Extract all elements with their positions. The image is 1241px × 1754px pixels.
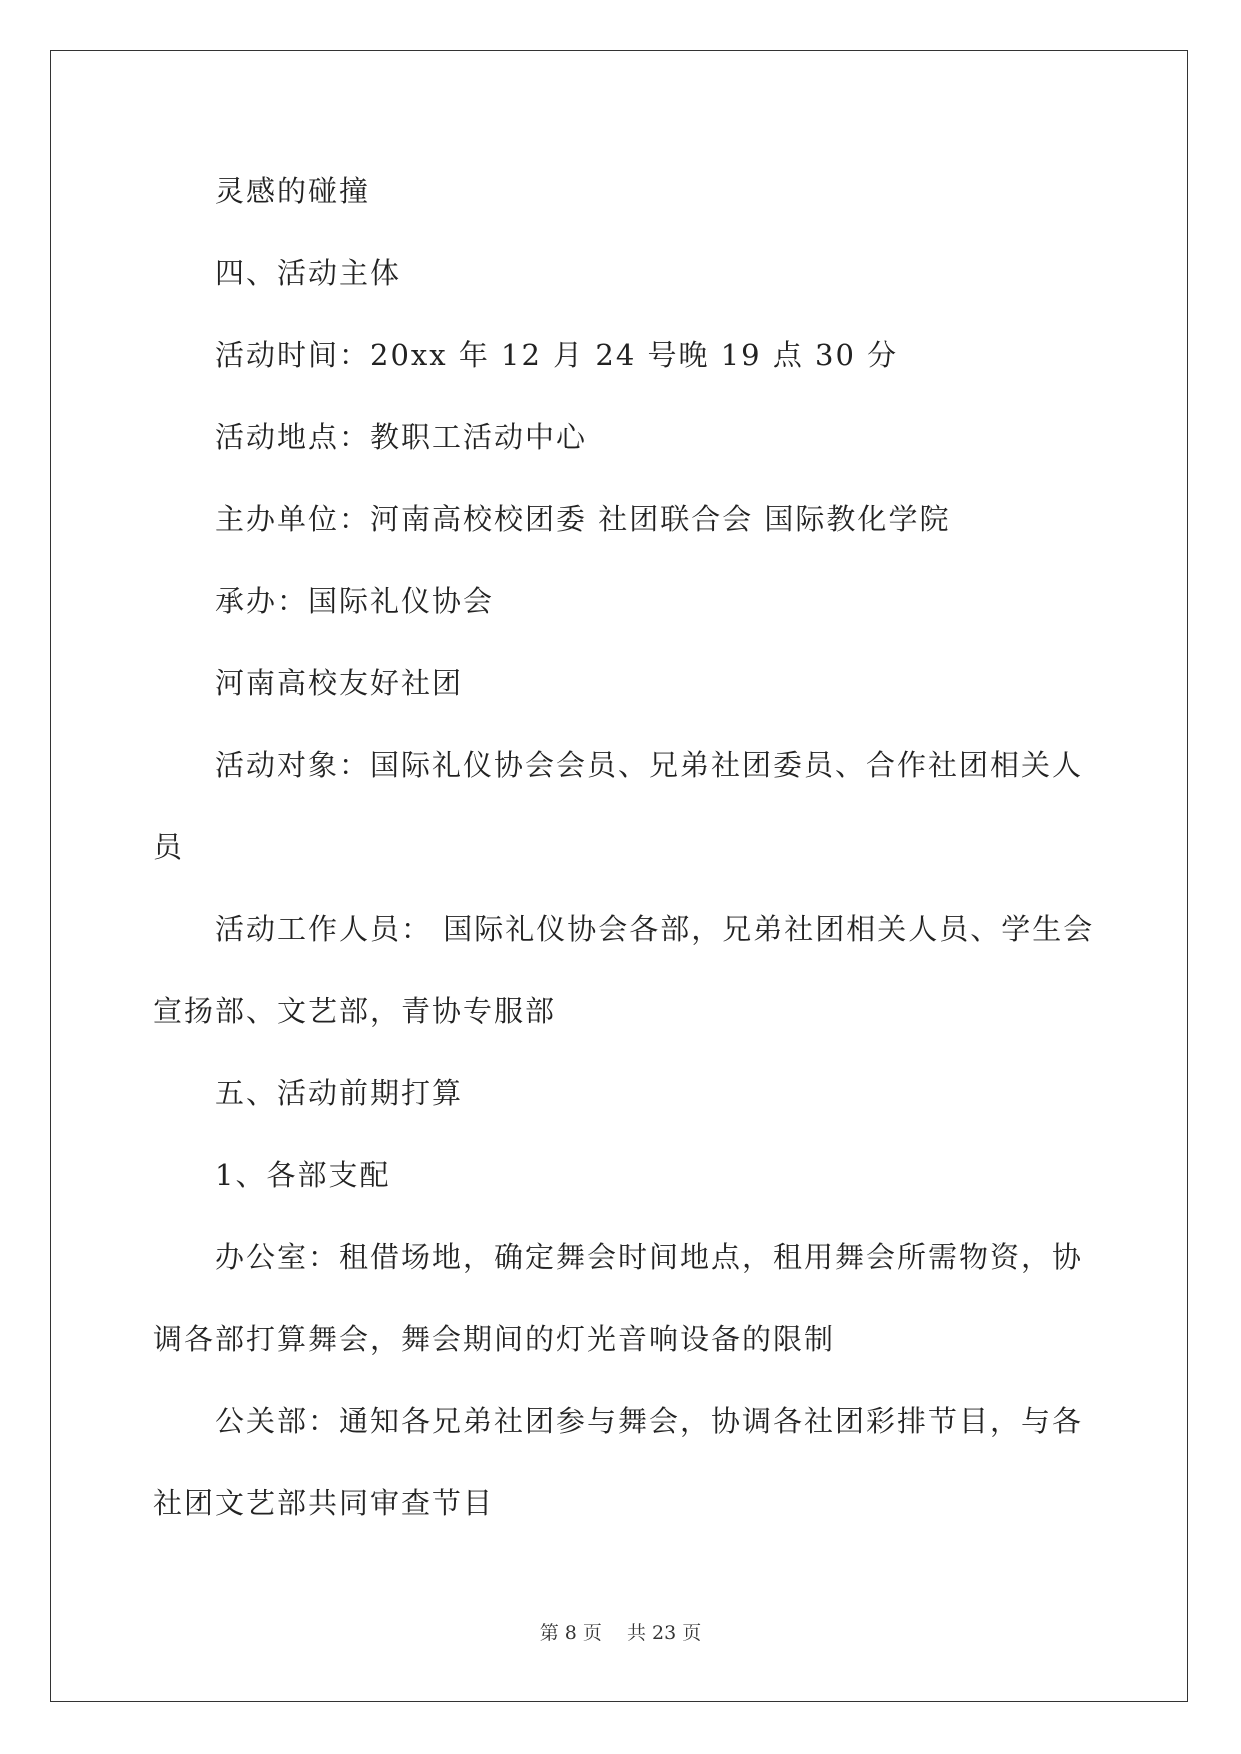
paragraph-line: 活动工作人员： 国际礼仪协会各部，兄弟社团相关人员、学生会 <box>215 912 1095 946</box>
paragraph-line: 活动对象：国际礼仪协会会员、兄弟社团委员、合作社团相关人 <box>215 748 1084 782</box>
paragraph-line: 办公室：租借场地，确定舞会时间地点，租用舞会所需物资，协 <box>215 1240 1084 1274</box>
subsection-heading: 1、各部支配 <box>215 1158 391 1192</box>
paragraph-line: 灵感的碰撞 <box>215 174 371 208</box>
paragraph-continuation: 员 <box>153 830 185 864</box>
paragraph-line: 河南高校友好社团 <box>215 666 464 700</box>
page-number-footer: 第 8 页 共 23 页 <box>539 1622 702 1644</box>
paragraph-continuation: 调各部打算舞会，舞会期间的灯光音响设备的限制 <box>153 1322 836 1356</box>
paragraph-line: 活动时间：20xx 年 12 月 24 号晚 19 点 30 分 <box>215 338 899 372</box>
paragraph-continuation: 宣扬部、文艺部，青协专服部 <box>153 994 557 1028</box>
section-heading: 四、活动主体 <box>215 256 402 290</box>
paragraph-line: 主办单位：河南高校校团委 社团联合会 国际教化学院 <box>215 502 951 536</box>
paragraph-line: 公关部：通知各兄弟社团参与舞会，协调各社团彩排节目，与各 <box>215 1404 1084 1438</box>
paragraph-line: 承办：国际礼仪协会 <box>215 584 495 618</box>
section-heading: 五、活动前期打算 <box>215 1076 464 1110</box>
paragraph-continuation: 社团文艺部共同审查节目 <box>153 1486 495 1520</box>
paragraph-line: 活动地点：教职工活动中心 <box>215 420 588 454</box>
